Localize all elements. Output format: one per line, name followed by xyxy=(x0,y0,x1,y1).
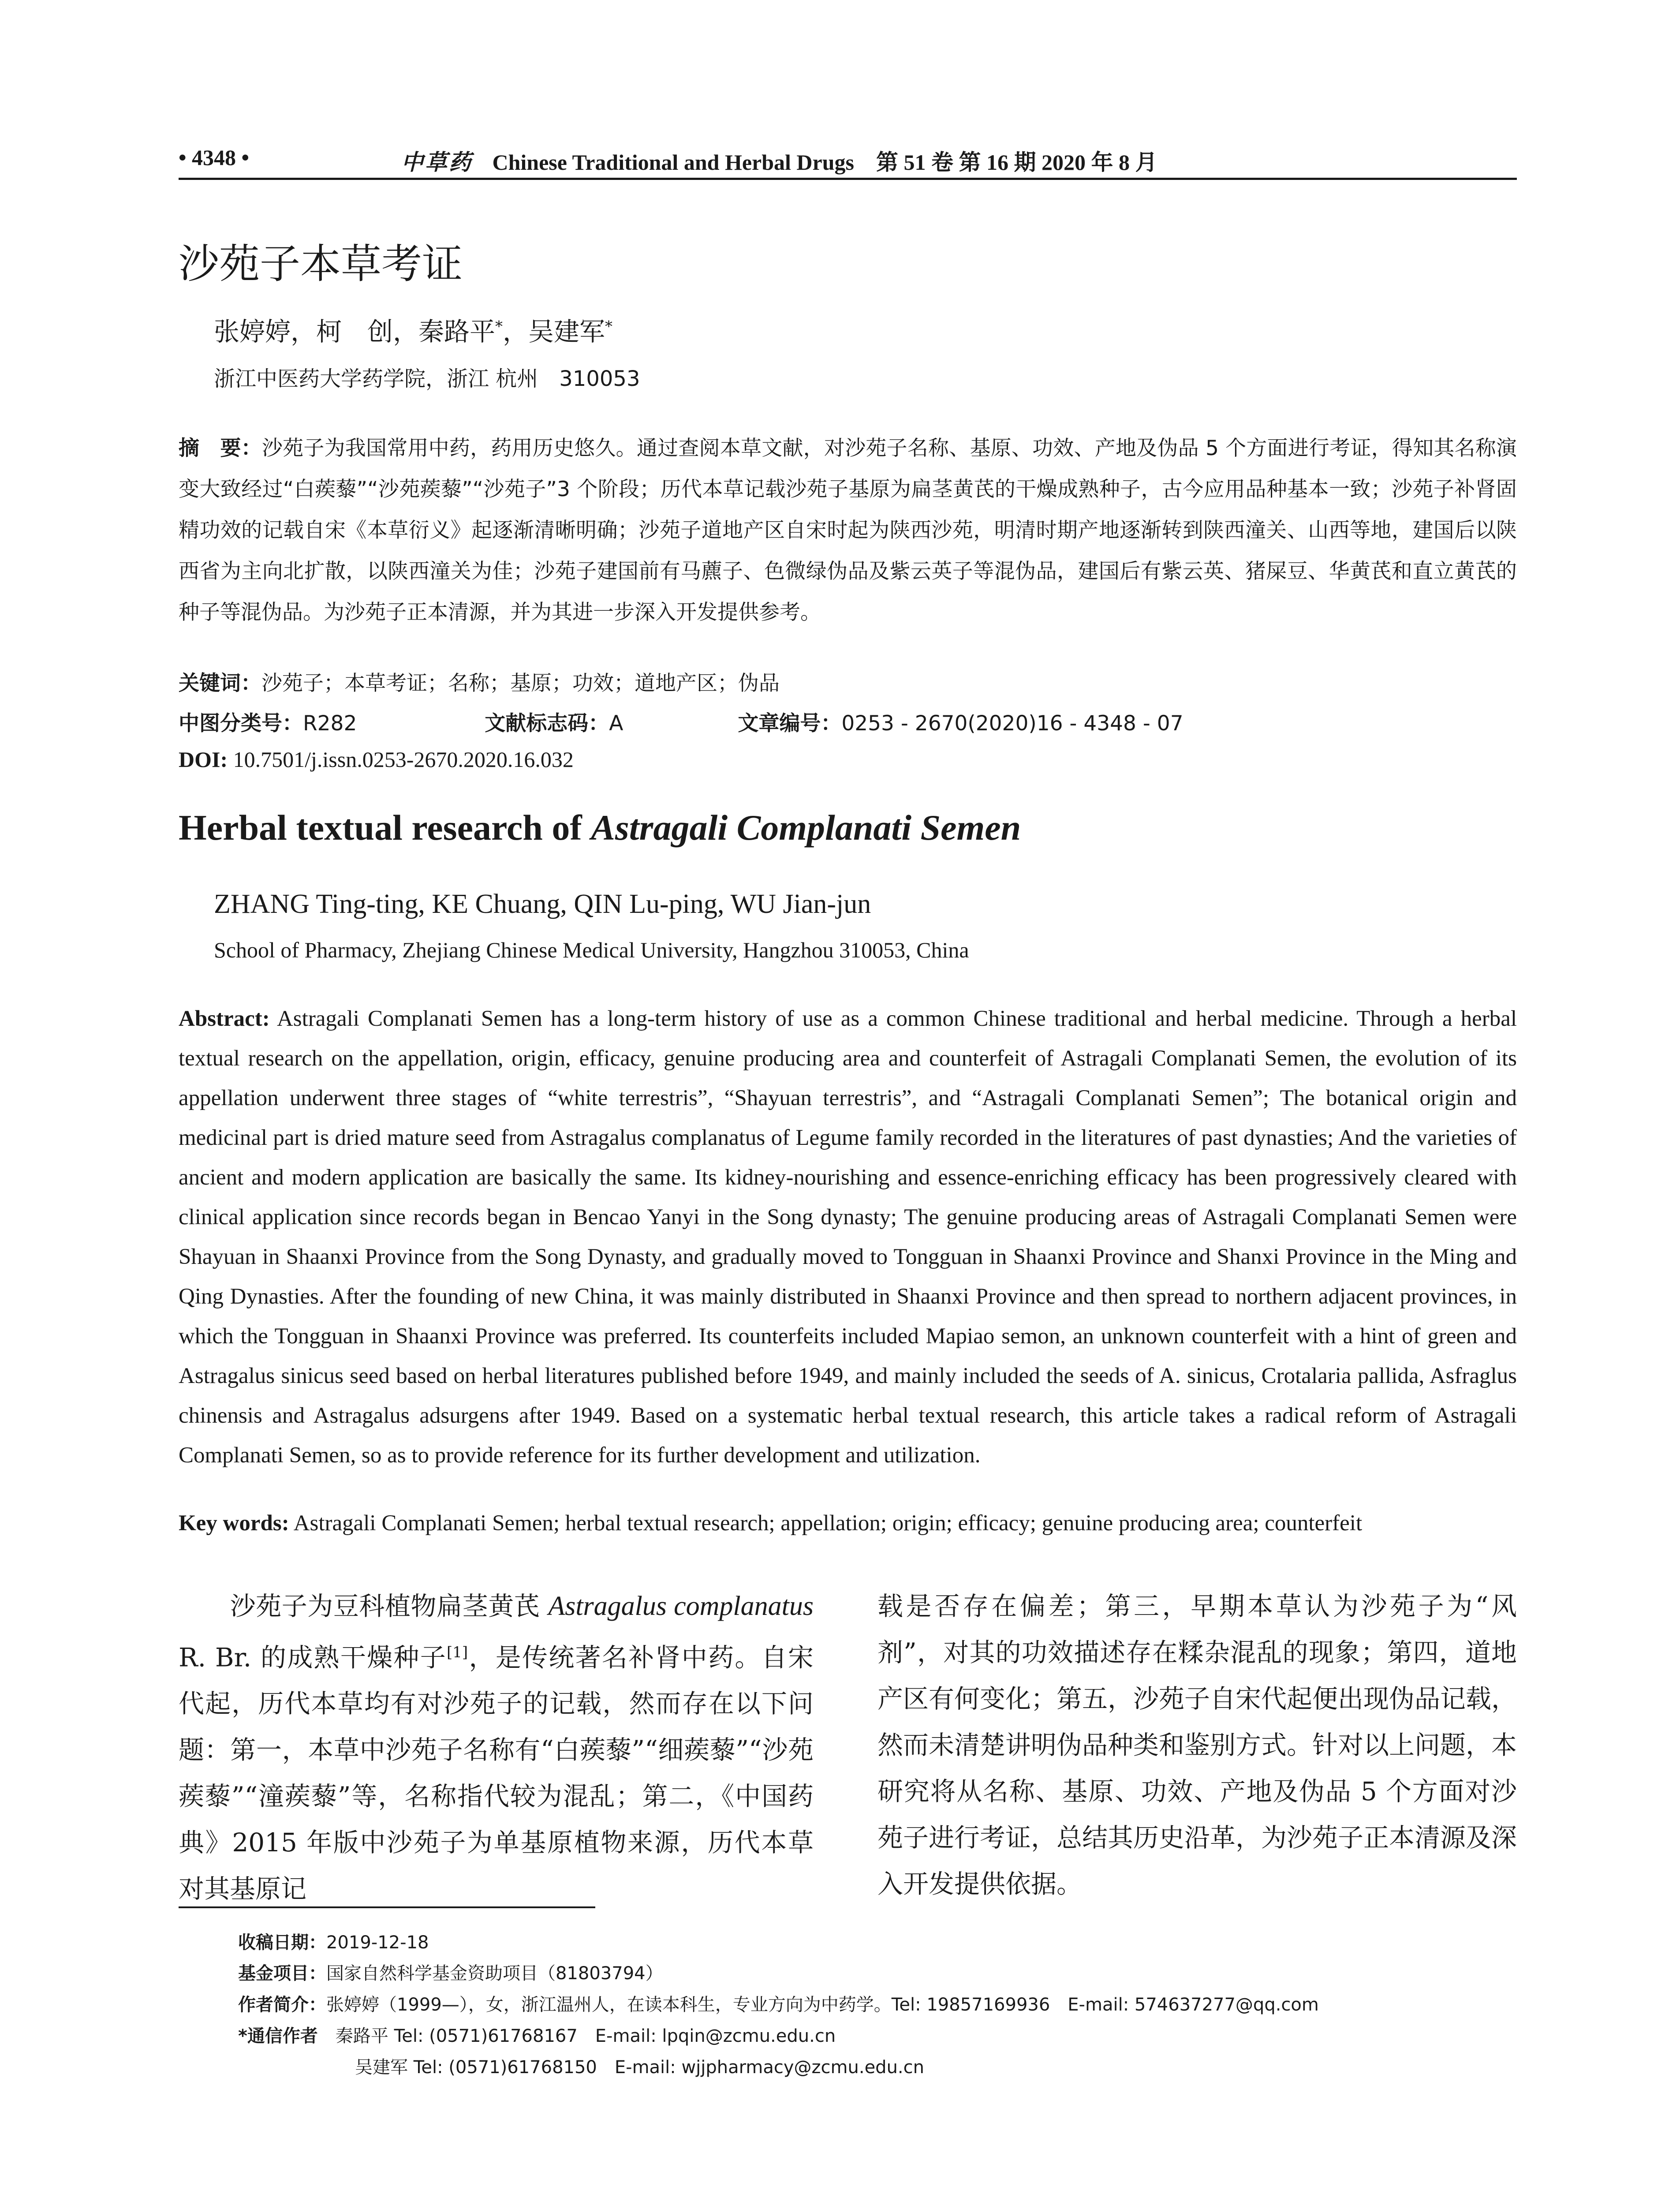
cn-authors-part2: ，吴建军 xyxy=(503,317,605,347)
en-abstract-label: Abstract: xyxy=(179,1006,270,1031)
doi-label: DOI: xyxy=(179,747,228,772)
cn-keywords xyxy=(179,667,780,696)
cn-keywords-label: 关键词： xyxy=(179,671,261,695)
doi-line xyxy=(179,747,574,772)
body-latin-name: Astragalus complanatus xyxy=(548,1591,814,1621)
en-title-main: Herbal textual research of xyxy=(179,807,591,848)
doc-code-value: A xyxy=(609,711,623,736)
fund-value: 国家自然科学基金资助项目（81803794） xyxy=(326,1963,663,1984)
en-affiliation: School of Pharmacy, Zhejiang Chinese Medical University, Hangzhou 310053, China xyxy=(214,938,969,962)
doi-value: 10.7501/j.issn.0253-2670.2020.16.032 xyxy=(228,747,574,772)
body-column-right: 载是否存在偏差；第三，早期本草认为沙苑子为“风剂”，对其的功效描述存在糅杂混乱的现象；第四，道地产区有何变化；第五，沙苑子自宋代起便出现伪品记载，然而未清楚讲明伪品种类和鉴别方式。针对以上问题，本研究将从名称、基原、功效、产地及伪品 5 个方面对沙苑子进行考证，总结其历史沿革，为沙苑子正本清源及深入开发提供依据。 xyxy=(877,1591,1517,1899)
corresponding-1: 秦路平 Tel: (0571)61768167 E-mail: lpqin@zcmu.edu.cn xyxy=(317,2026,836,2046)
cn-abstract-label: 摘 要： xyxy=(179,436,262,460)
running-header xyxy=(179,140,1517,179)
en-abstract-text: Astragali Complanati Semen has a long-term history of use as a common Chinese traditional and herbal medicine. Through a herbal textual research on the appellation, origin, efficacy, genuine producing area and counterfeit of Astragali Complanati Semen, the evolution of its appellation underwent three stages of “white terrestris”, “Shayuan terrestris”, and “Astragali Complanati Semen”; The botanical origin and medicinal part is dried mature seed from Astragalus complanatus of Legume family recorded in the literatures of past dynasties; And the varieties of ancient and modern application are basically the same. Its kidney-nourishing and essence-enriching efficacy has been progressively cleared with clinical application since records began in Bencao Yanyi in the Song dynasty; The genuine producing areas of Astragali Complanati Semen were Shayuan in Shaanxi Province from the Song Dynasty, and gradually moved to Tongguan in Shaanxi Province and Shanxi Province in the Ming and Qing Dynasties. After the founding of new China, it was mainly distributed in Shaanxi Province and then spread to northern adjacent provinces, in which the Tongguan in Shaanxi Province was preferred. Its counterfeits included Mapiao semon, an unknown counterfeit with a hint of green and Astragalus sinicus seed based on herbal literatures published before 1949, and mainly included the seeds of A. sinicus, Crotalaria pallida, Asfraglus chinensis and Astragalus adsurgens after 1949. Based on a systematic herbal textual research, this article takes a radical reform of Astragali Complanati Semen, so as to provide reference for its further development and utilization. xyxy=(179,1006,1517,1468)
article-no-label: 文章编号： xyxy=(738,711,842,736)
cn-keywords-text: 沙苑子；本草考证；名称；基原；功效；道地产区；伪品 xyxy=(261,671,780,695)
body-left-text-2: R. Br. 的成熟干燥种子 xyxy=(179,1642,447,1673)
header-rule xyxy=(179,178,1517,180)
cn-abstract xyxy=(179,428,1517,633)
cn-classification-line xyxy=(179,707,1183,736)
en-keywords-text: Astragali Complanati Semen; herbal textual research; appellation; origin; efficacy; genuine producing area; counterfeit xyxy=(289,1511,1363,1536)
author-bio-label: 作者简介： xyxy=(238,1995,326,2015)
en-authors: ZHANG Ting-ting, KE Chuang, QIN Lu-ping, WU Jian-jun xyxy=(214,889,871,919)
en-keywords xyxy=(179,1510,1517,1536)
cn-affiliation: 浙江中医药大学药学院，浙江 杭州 310053 xyxy=(214,366,640,391)
body-left-text-3: ，是传统著名补肾中药。自宋代起，历代本草均有对沙苑子的记载，然而存在以下问题：第一，本草中沙苑子名称有“白蒺藜”“细蒺藜”“沙苑蒺藜”“潼蒺藜”等，名称指代较为混乱；第二，《中国药典》2015 年版中沙苑子为单基原植物来源，历代本草对其基原记 xyxy=(179,1642,814,1904)
journal-issue: 第 51 卷 第 16 期 2020 年 8 月 xyxy=(876,150,1157,175)
journal-line xyxy=(401,145,1157,176)
footnote-corresponding xyxy=(238,2022,836,2047)
citation-ref: [1] xyxy=(447,1644,468,1661)
cn-abstract-text: 沙苑子为我国常用中药，药用历史悠久。通过查阅本草文献，对沙苑子名称、基原、功效、产地及伪品 5 个方面进行考证，得知其名称演变大致经过“白蒺藜”“沙苑蒺藜”“沙苑子”3 个阶段；历代本草记载沙苑子基原为扁茎黄芪的干燥成熟种子，古今应用品种基本一致；沙苑子补肾固精功效的记载自宋《本草衍义》起逐渐清晰明确；沙苑子道地产区自宋时起为陕西沙苑，明清时期产地逐渐转到陕西潼关、山西等地，建国后以陕西省为主向北扩散，以陕西潼关为佳；沙苑子建国前有马藨子、色微绿伪品及紫云英子等混伪品，建国后有紫云英、猪屎豆、华黄芪和直立黄芪的种子等混伪品。为沙苑子正本清源，并为其进一步深入开发提供参考。 xyxy=(179,436,1517,624)
en-title xyxy=(179,807,1021,848)
journal-name-en: Chinese Traditional and Herbal Drugs xyxy=(492,150,854,175)
footnote-fund xyxy=(238,1959,663,1984)
footnote-author xyxy=(238,1991,1319,2016)
cn-title: 沙苑子本草考证 xyxy=(179,240,463,288)
en-abstract xyxy=(179,999,1517,1475)
corresponding-label: *通信作者 xyxy=(238,2026,318,2046)
en-title-latin: Astragali Complanati Semen xyxy=(591,807,1021,848)
clc-value: R282 xyxy=(303,711,357,736)
body-column-left xyxy=(179,1583,814,1912)
author-bio-value: 张婷婷（1999—），女，浙江温州人，在读本科生，专业方向为中药学。Tel: 19857169936 E-mail: 574637277@qq.com xyxy=(326,1995,1319,2015)
journal-logo-cn: 中草药 xyxy=(401,149,473,175)
corresponding-mark: * xyxy=(495,318,503,336)
received-label: 收稿日期： xyxy=(238,1932,326,1953)
received-value: 2019-12-18 xyxy=(326,1932,429,1953)
doc-code-label: 文献标志码： xyxy=(485,711,609,736)
footnote-rule xyxy=(179,1906,595,1908)
page-number: • 4348 • xyxy=(179,145,250,170)
fund-label: 基金项目： xyxy=(238,1963,326,1984)
article-no-value: 0253 - 2670(2020)16 - 4348 - 07 xyxy=(841,711,1183,736)
body-left-text-1: 沙苑子为豆科植物扁茎黄芪 xyxy=(230,1591,549,1621)
cn-authors xyxy=(214,311,612,348)
clc-label: 中图分类号： xyxy=(179,711,303,736)
corresponding-mark: * xyxy=(605,318,613,336)
footnote-corresponding-2: 吴建军 Tel: (0571)61768150 E-mail: wjjpharmacy@zcmu.edu.cn xyxy=(355,2057,924,2078)
en-keywords-label: Key words: xyxy=(179,1511,289,1536)
cn-authors-part1: 张婷婷，柯 创，秦路平 xyxy=(214,317,496,347)
footnote-received xyxy=(238,1928,429,1954)
